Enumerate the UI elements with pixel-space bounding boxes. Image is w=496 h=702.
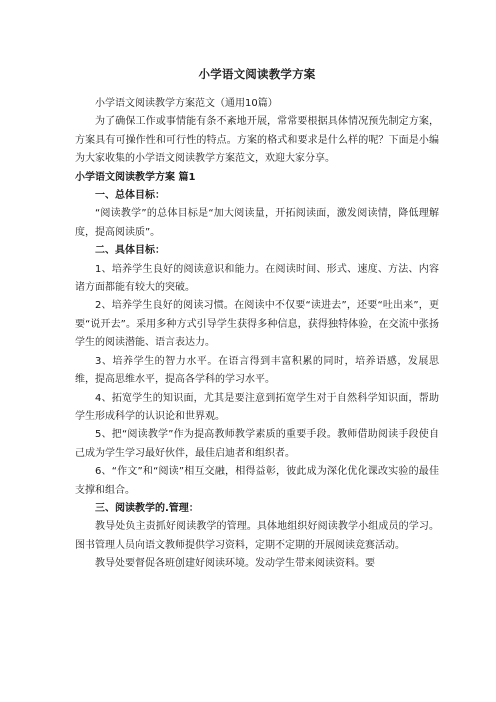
paragraph: 2、培养学生良好的阅读习惯。在阅读中不仅要“读进去”，还要“吐出来”，更要“说开去”。采用多种方式引导学生获得多种信息，获得独特体验，在交流中张扬学生的阅读潜能、语言表达力。 — [75, 300, 439, 349]
document-title: 小学语文阅读教学方案 — [198, 67, 316, 81]
paragraph: 4、拓宽学生的知识面，尤其是要注意到拓宽学生对于自然科学知识面，帮助学生形成科学的认识论和世界观。 — [75, 392, 439, 422]
paragraph: 5、把“阅读教学”作为提高教师教学素质的重要手段。教师借助阅读手段使自己成为学生学习最好伙伴，最佳启迪者和组织者。 — [75, 429, 439, 459]
document-page — [75, 0, 439, 574]
document-body — [75, 95, 439, 574]
part-heading-overall-goal: 一、总体目标： — [95, 190, 165, 202]
section-heading: 小学语文阅读教学方案 篇1 — [75, 171, 196, 183]
paragraph: “阅读教学”的总体目标是“加大阅读量，开拓阅读面，激发阅读情，降低理解度，提高阅读质”。 — [75, 208, 439, 238]
part-heading-specific-goals: 二、具体目标： — [95, 245, 165, 257]
paragraph: 6、“作文”和“阅读”相互交融，相得益彰，彼此成为深化优化课改实验的最佳支撑和组合。 — [75, 466, 439, 496]
part-heading-management: 三、阅读教学的.管理： — [95, 502, 199, 514]
paragraph: 1、培养学生良好的阅读意识和能力。在阅读时间、形式、速度、方法、内容诸方面都能有较大的突破。 — [75, 263, 439, 294]
paragraph: 教导处要督促各班创建好阅读环境。发动学生带来阅读资料。要 — [95, 558, 375, 570]
intro-paragraph: 为了确保工作或事情能有条不紊地开展，常常要根据具体情况预先制定方案，方案具有可操作性和可行性的特点。方案的格式和要求是什么样的呢？下面是小编为大家收集的小学语文阅读教学方案范文，欢迎大家分享。 — [75, 116, 439, 165]
intro-subtitle: 小学语文阅读教学方案范文（通用10篇） — [95, 98, 278, 109]
paragraph: 3、培养学生的智力水平。在语言得到丰富积累的同时，培养语感，发展思维，提高思维水平，提高各学科的学习水平。 — [75, 355, 439, 386]
paragraph: 教导处负主责抓好阅读教学的管理。具体地组织好阅读教学小组成员的学习。图书管理人员向语文教师提供学习资料，定期不定期的开展阅读竞赛活动。 — [75, 521, 439, 551]
